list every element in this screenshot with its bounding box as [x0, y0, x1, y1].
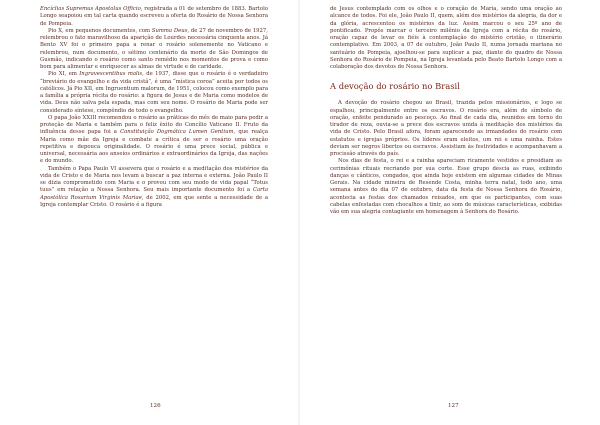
right-page-number: 127	[448, 403, 459, 409]
right-page	[300, 0, 600, 425]
left-page-number: 126	[150, 403, 161, 409]
left-page-paragraph: Pio X, em pequenos documentos, com Summa Deus, de 27 de novembro de 1927, relembrou o fato maravilhoso da aparição de Lourdes necessária cinquenta anos. Já Bento XV foi o primeiro papa a renar o rosário solenemente no Vaticano e relembrou, num documento, o sétimo centenário da morte de São Domingos de Gusmão, indicando o rosário como santo remédio nos momentos de prova e como bom para alimentar e enriquecer as almas de virtude e de caridade.	[40, 27, 268, 70]
section-heading: A devoção do rosário no Brasil	[330, 81, 460, 92]
right-page-paragraph: A devoção do rosário chegou ao Brasil, trazida pelos missionários, e logo se espalhou, principalmente entre os escravos. O rosário era, além de símbolo de oração, enfeite pendurado ao pescoço. Ao final de cada dia, reunidos em torno do tirador de reza, ouvia-se a prece dos escravos unida à meditação dos mistérios da vida de Cristo. Pelo Brasil afora, foram aparecendo as irmandades do rosário com estatutos e igrejas próprios. Os líderes eram eleitos, um rei e uma rainha. Estes deviam ser negros libertos ou escravos. Assistiam às festividades e acompanhavam a procissão através do país.	[330, 100, 562, 157]
right-page-paragraph: Nos dias de festa, o rei e a rainha apareciam ricamente vestidos e presidiam as cerimônias rituais recriando por sua corte. Esse grupo descia as ruas, exibindo danças e cânticos, congados, que ainda hoje existem em algumas cidades de Minas Gerais. Na cidade mineira de Resende Costa, minha terra natal, todo ano, uma semana antes do dia 07 de outubro, data da festa de Nossa Senhora do Rosário, acontecia as festas dos chamados reisados, em que os participantes, com suas cabelas enfestadas com chocalhos a tinir, ao som de músicas características, exibidas vão em sua alegria contagiante em homenagem à Senhora do Rosário.	[330, 158, 562, 215]
right-page-text	[330, 6, 562, 216]
left-page-paragraph: Também o Papa Paulo VI assevera que o rosário e a meditação dos mistérios da vida de Cristo e de Maria nos levam a buscar a paz interna e externa. João Paulo II se dizia comprometido com Maria e o provou com seu modo de vida papal “Totus tuus” em relação a Nossa Senhora. Seu mais importante documento foi a Carta Apostólica Rosarium Virginis Mariae, de 2002, em que sente a necessidade de a Igreja contemplar Cristo. O rosário é a figura	[40, 165, 269, 208]
left-page-paragraph: Pio XI, em Ingravescentibus malis, de 1937, disse que o rosário é o verdadeiro “breviário do evangelho e da vida cristã”, é uma “mística coroa” aceita por todos os católicos. Já Pio XII, em Ingruentium malorum, de 1951, colocou como exemplo para a família a própria récita do rosário: a figura de Jesus e de Maria como modelos de vida. Deus não salva pela espada, mas com seu nome. O rosário de Maria pode ser considerado síntese, compêndio de todo o evangelho.	[40, 71, 268, 114]
left-page-text	[40, 6, 268, 209]
right-page-paragraph: de Jesus contemplado com os olhos e o coração de Maria, sendo uma oração ao alcance de todos. Foi ele, João Paulo II, quem, além dos mistérios da alegria, da dor e da glória, acrescentou os mistérios da luz. Assim marcou o seu 25º ano de pontificado. Propôs marcar o terceiro milênio da Igreja com a récita do rosário, oração capaz de levar os fiéis à contemplação do mistério cristão, o itinerário contemplativo. Em 2003, a 07 de outubro, João Paulo II, numa jornada mariana no santuário de Pompeia, ajoelhou-se para suplicar a paz, diante do quadro de Nossa Senhora do Rosário de Pompeia, na Igreja levantada pelo Beato Bartolo Longo com a colaboração dos devotos de Nossa Senhora.	[330, 6, 562, 70]
right-page-intro	[330, 6, 562, 71]
left-page-paragraph: Encíclias Supremus Apostolus Officio, registrada a 01 de setembro de 1883. Bartolo Longo seapoiou em tal carta quando escreveu a oferta do Rosário de Nossa Senhora de Pompeia.	[40, 6, 268, 27]
left-page-paragraph: O papa João XXIII recomendou o rosário as práticas do mês de maio para pedir a proteção de Maria e também para o feliz êxito do Concílio Vaticano II. Fruto da influência desse papa foi a Constituição Dogmática Lumen Gentium, que realça Maria como mãe da Igreja e combate a crítica de ser o rosário uma oração repetitiva e depouca originalidade. O rosário é uma prece social, pública e universal, necessária aos anseios ordinários e extraordinários da Igreja, das nações e do mundo.	[40, 114, 269, 165]
right-page-section-body	[330, 100, 562, 216]
